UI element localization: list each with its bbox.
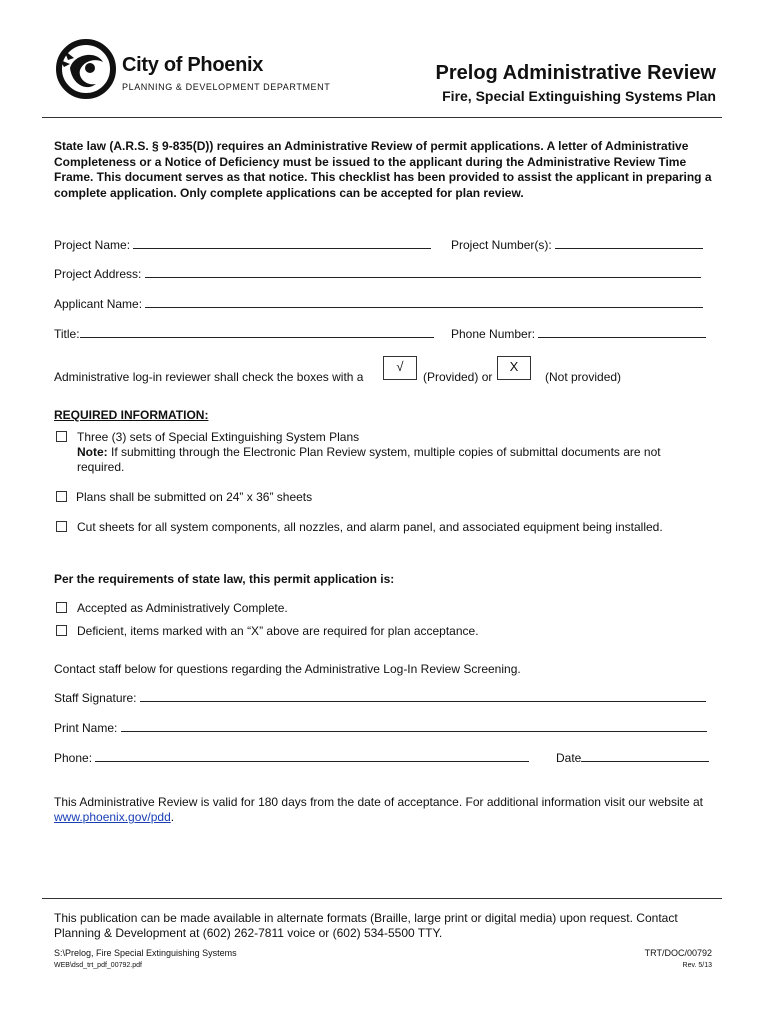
deficient-label: Deficient, items marked with an “X” above are required for plan acceptance. bbox=[77, 624, 479, 638]
date-blank[interactable] bbox=[581, 751, 709, 762]
provided-mark-box: √ bbox=[383, 356, 417, 380]
document-subtitle: Fire, Special Extinguishing Systems Plan bbox=[442, 88, 716, 104]
required-item-1-checkbox[interactable] bbox=[56, 431, 67, 442]
applicant-name-field[interactable] bbox=[54, 297, 703, 311]
note-text: If submitting through the Electronic Plan Review system, multiple copies of submittal documents are not required. bbox=[77, 445, 661, 474]
staff-signature-field[interactable] bbox=[54, 691, 706, 705]
not-provided-mark-box: X bbox=[497, 356, 531, 380]
required-item-3-checkbox[interactable] bbox=[56, 521, 67, 532]
deficient-checkbox[interactable] bbox=[56, 625, 67, 636]
pdd-website-link[interactable]: www.phoenix.gov/pdd bbox=[54, 810, 171, 824]
phone-number-blank[interactable] bbox=[538, 327, 706, 338]
staff-phone-field[interactable] bbox=[54, 751, 529, 765]
web-file-path: WEB\dsd_trt_pdf_00792.pdf bbox=[54, 962, 142, 969]
not-provided-label: (Not provided) bbox=[545, 370, 622, 384]
required-item-2: Plans shall be submitted on 24” x 36” sheets bbox=[76, 490, 313, 504]
print-name-label: Print Name: bbox=[54, 721, 118, 735]
applicant-name-label: Applicant Name: bbox=[54, 297, 143, 311]
contact-note: Contact staff below for questions regarding the Administrative Log-In Review Screening. bbox=[54, 662, 521, 676]
document-title: Prelog Administrative Review bbox=[435, 62, 716, 84]
required-item-3: Cut sheets for all system components, all nozzles, and alarm panel, and associated equipment being installed. bbox=[77, 520, 663, 534]
project-name-blank[interactable] bbox=[133, 238, 431, 249]
staff-phone-label: Phone: bbox=[54, 751, 93, 765]
print-name-blank[interactable] bbox=[121, 721, 707, 732]
staff-phone-blank[interactable] bbox=[95, 751, 529, 762]
project-name-field[interactable] bbox=[54, 238, 431, 252]
date-label: Date bbox=[556, 751, 582, 765]
project-number-blank[interactable] bbox=[555, 238, 703, 249]
legend-instruction: Administrative log-in reviewer shall check the boxes with a bbox=[54, 370, 364, 384]
project-number-field[interactable] bbox=[451, 238, 703, 252]
applicant-name-blank[interactable] bbox=[145, 297, 703, 308]
validity-paragraph bbox=[54, 795, 719, 825]
accepted-checkbox[interactable] bbox=[56, 602, 67, 613]
footer-divider bbox=[42, 898, 722, 899]
phone-number-label: Phone Number: bbox=[451, 327, 536, 341]
file-path: S:\Prelog, Fire Special Extinguishing Systems bbox=[54, 948, 237, 958]
project-number-label: Project Number(s): bbox=[451, 238, 552, 252]
city-logo bbox=[56, 38, 346, 100]
title-blank[interactable] bbox=[80, 327, 434, 338]
org-name: City of Phoenix bbox=[122, 54, 264, 76]
status-heading: Per the requirements of state law, this permit application is: bbox=[54, 572, 395, 586]
provided-label: (Provided) or bbox=[423, 370, 493, 384]
required-item-1 bbox=[77, 430, 707, 475]
required-item-1-note bbox=[77, 445, 707, 475]
date-field[interactable] bbox=[556, 751, 709, 765]
project-address-blank[interactable] bbox=[145, 267, 701, 278]
note-label: Note: bbox=[77, 445, 108, 459]
revision-date: Rev. 5/13 bbox=[682, 962, 712, 969]
header-divider bbox=[42, 117, 722, 118]
required-info-heading: REQUIRED INFORMATION: bbox=[54, 408, 209, 422]
phoenix-bird-icon bbox=[56, 38, 116, 100]
validity-end: . bbox=[170, 810, 175, 824]
staff-signature-blank[interactable] bbox=[140, 691, 706, 702]
required-item-2-checkbox[interactable] bbox=[56, 491, 67, 502]
project-name-label: Project Name: bbox=[54, 238, 131, 252]
phone-number-field[interactable] bbox=[451, 327, 706, 341]
staff-signature-label: Staff Signature: bbox=[54, 691, 137, 705]
title-label: Title: bbox=[54, 327, 80, 341]
intro-paragraph: State law (A.R.S. § 9-835(D)) requires an Administrative Review of permit applications. A letter of Administrative Completeness or a Notice of Deficiency must be issued to the applicant during the Administrative Review Time Frame. This document serves as that notice. This checklist has been provided to assist the applicant in preparing a complete application. Only complete applications can be accepted for plan review. bbox=[54, 139, 712, 200]
title-field[interactable] bbox=[54, 327, 434, 341]
document-id: TRT/DOC/00792 bbox=[644, 948, 712, 958]
accepted-label: Accepted as Administratively Complete. bbox=[77, 601, 288, 615]
accessibility-notice: This publication can be made available in alternate formats (Braille, large print or digital media) upon request. Contact Planning & Development at (602) 262-7811 voice or (602) 534-5500 TTY. bbox=[54, 911, 678, 940]
print-name-field[interactable] bbox=[54, 721, 707, 735]
project-address-field[interactable] bbox=[54, 267, 701, 281]
validity-text: This Administrative Review is valid for 180 days from the date of acceptance. For additional information visit our website at bbox=[54, 795, 703, 809]
department-name: PLANNING & DEVELOPMENT DEPARTMENT bbox=[122, 82, 331, 92]
project-address-label: Project Address: bbox=[54, 267, 142, 281]
required-item-1-text: Three (3) sets of Special Extinguishing System Plans bbox=[77, 430, 360, 444]
